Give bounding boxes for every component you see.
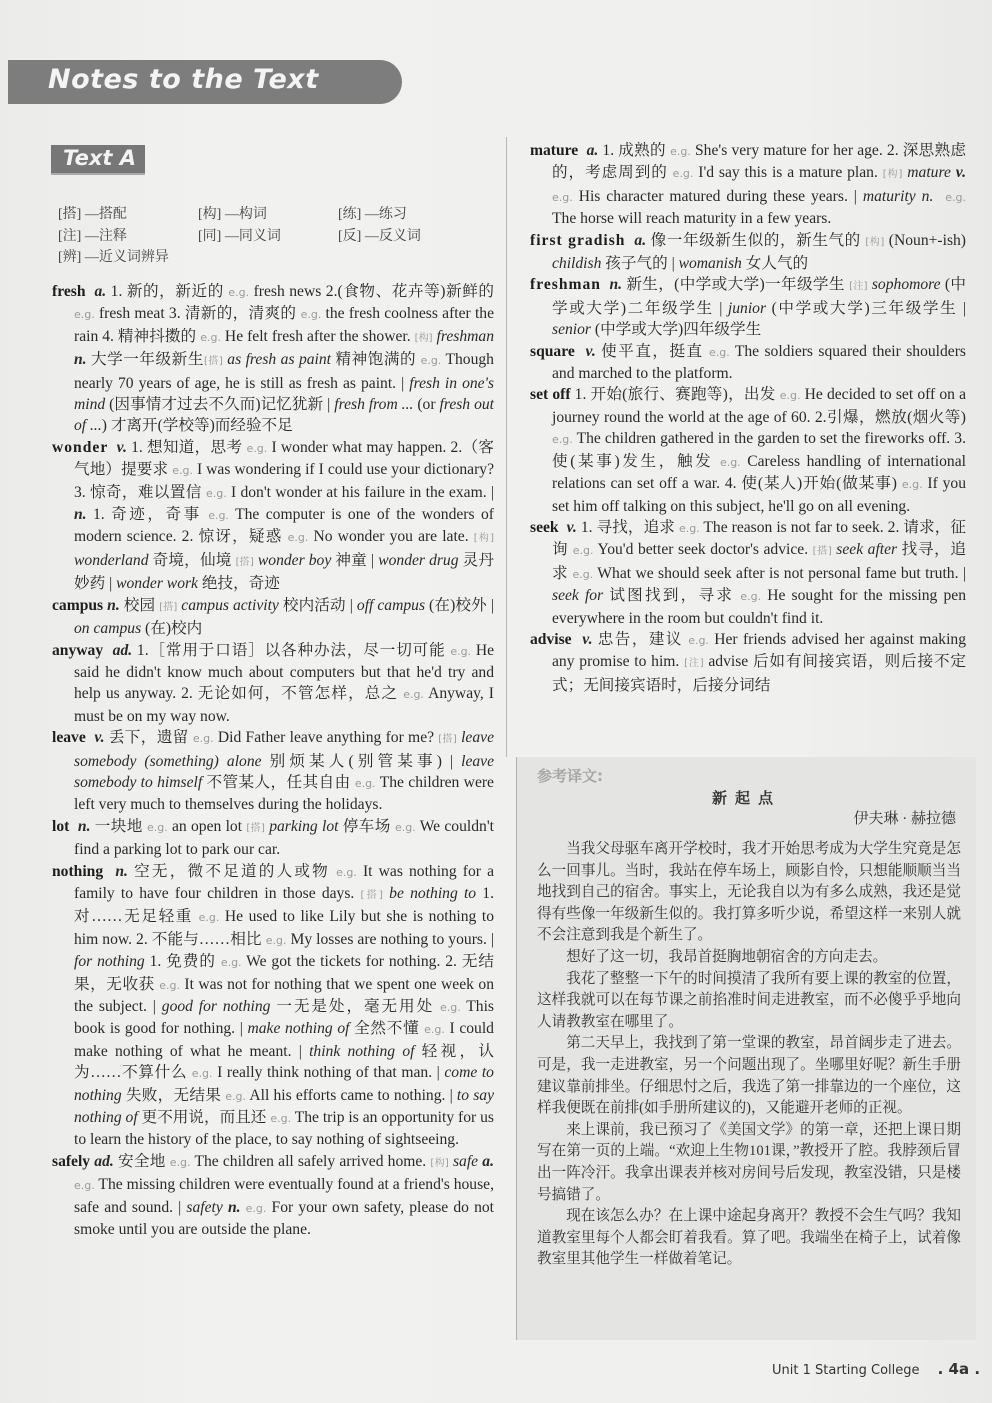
legend-item: [注] —注释 xyxy=(58,228,127,244)
part-of-speech: v. xyxy=(955,164,966,182)
collocation: off campus xyxy=(356,596,426,614)
definition: 校内活动 | xyxy=(278,596,357,614)
tag-collocation: [搭] xyxy=(235,556,254,568)
definition: 试图找到，寻求 xyxy=(603,587,741,605)
eg-label: e.g. xyxy=(159,978,180,992)
definition: 1. 奇迹，奇事 xyxy=(86,506,209,524)
example: No wonder you are late. xyxy=(308,528,474,546)
eg-label: e.g. xyxy=(552,190,573,204)
page-footer xyxy=(772,1360,980,1378)
example: fresh meat 3. 清新的，清爽的 xyxy=(94,305,301,323)
notes-column-left xyxy=(52,281,494,1240)
eg-label: e.g. xyxy=(354,776,376,790)
part-of-speech: n. xyxy=(107,596,120,614)
eg-label: e.g. xyxy=(245,1201,267,1215)
definition: 孩子气的 | xyxy=(601,255,679,273)
definition: 1. 新的，新近的 xyxy=(106,283,229,300)
collocation: leave somebody to himself xyxy=(74,752,495,791)
definition: 停车场 xyxy=(338,817,395,835)
example: We got the tickets for nothing. 2. 无结果，无收获 xyxy=(74,953,494,993)
definition: 一无是处，毫无用处 xyxy=(270,998,440,1015)
definition: 全然不懂 xyxy=(349,1020,425,1038)
example: The soldiers squared their shoulders and marched to the platform. xyxy=(552,342,966,383)
entry-fresh xyxy=(52,281,494,437)
tag-note: [注] xyxy=(849,281,868,293)
legend-item: [反] —反义词 xyxy=(338,228,421,244)
definition: 空无，微不足道的人或物 xyxy=(127,862,337,880)
section-title: Notes to the Text xyxy=(48,64,319,95)
entry-mature xyxy=(530,140,966,230)
reference-translation-box xyxy=(516,757,976,1340)
example: I could make nothing of what he meant. | xyxy=(74,1020,494,1060)
translation-paragraph: 我花了整整一下午的时间摸清了我所有要上课的教室的位置，这样我就可以在每节课之前掐准时间走进教室，而不必傻乎乎地向人请教教室在哪里了。 xyxy=(537,970,961,1030)
collocation: seek for xyxy=(552,587,604,605)
column-divider xyxy=(506,137,507,757)
example: the fresh coolness after the rain 4. 精神抖擞的 xyxy=(74,305,495,345)
example: The children gathered in the garden to set the fireworks off. 3. 使(某事)发生，触发 xyxy=(552,430,966,470)
example: He sought for the missing pen everywhere in the room but couldn't find it. xyxy=(552,587,966,627)
headword: mature xyxy=(530,142,579,159)
definition: 使平直，挺直 xyxy=(595,342,710,360)
example: I really think nothing of that man. | xyxy=(212,1064,445,1082)
definition: (中学或大学)三年级学生 | xyxy=(766,299,966,317)
subsection-badge xyxy=(51,145,145,175)
collocation: good for nothing xyxy=(161,998,271,1015)
eg-label: e.g. xyxy=(220,956,242,970)
headword: first gradish xyxy=(530,231,626,249)
translation-paragraph: 第二天早上，我找到了第一堂课的教室，昂首阔步走了进去。可是，我一走进教室，另一个问题出现了。坐哪里好呢？新生手册建议靠前排坐。仔细思忖之后，我选了第一排靠边的一个座位，这样我便既在前排(如手册所建议的)，又能避开老师的正视。 xyxy=(537,1035,961,1117)
entry-freshman xyxy=(530,274,966,340)
example: The computer is one of the wonders of modern science. 2. 惊讶，疑惑 xyxy=(74,506,494,546)
eg-label: e.g. xyxy=(300,308,322,322)
eg-label: e.g. xyxy=(424,1023,445,1037)
text: (or xyxy=(417,396,440,414)
definition: 1.［常用于口语］以各种办法，尽一切可能 xyxy=(132,641,451,659)
translation-heading: 参考译文: xyxy=(537,767,603,785)
collocation: seek after xyxy=(836,541,898,559)
eg-label: e.g. xyxy=(439,1001,461,1014)
part-of-speech: n. xyxy=(227,1198,241,1216)
part-of-speech: v. xyxy=(116,438,127,456)
part-of-speech: n. xyxy=(609,276,623,294)
eg-label: e.g. xyxy=(572,544,594,558)
legend-item: [练] —练习 xyxy=(338,207,407,222)
page-number: . 4a . xyxy=(937,1360,981,1378)
part-of-speech: n. xyxy=(921,187,934,205)
part-of-speech: n. xyxy=(115,862,128,880)
part-of-speech: a. xyxy=(586,142,599,159)
tag-collocation: [搭] xyxy=(812,546,832,558)
eg-label: e.g. xyxy=(270,1112,292,1126)
eg-label: e.g. xyxy=(200,330,221,344)
legend-row xyxy=(58,204,478,226)
entry-leave xyxy=(52,727,494,816)
eg-label: e.g. xyxy=(287,531,309,545)
part-of-speech: n. xyxy=(74,351,87,369)
abbreviation-legend xyxy=(58,204,478,269)
example: His character matured during these years. | xyxy=(572,187,863,205)
part-of-speech: ad. xyxy=(94,1152,114,1170)
definition: 1. 开始(旅行、赛跑等)，出发 xyxy=(570,386,780,404)
translation-paragraph: 想好了这一切，我昂首挺胸地朝宿舍的方向走去。 xyxy=(566,948,888,965)
example: He felt fresh after the shower. xyxy=(220,327,415,345)
definition: 不管某人，任其自由 xyxy=(202,773,355,791)
definition: 女人气的 xyxy=(741,255,809,273)
eg-label: e.g. xyxy=(678,521,700,535)
collocation: parking lot xyxy=(269,817,339,835)
example: He used to like Lily but she is nothing to him now. 2. 不能与……相比 xyxy=(74,908,494,948)
eg-label: e.g. xyxy=(945,190,966,204)
entry-wonder xyxy=(52,437,494,595)
eg-label: e.g. xyxy=(403,688,424,702)
legend-item: [辨] —近义词辨异 xyxy=(58,250,169,265)
eg-label: e.g. xyxy=(740,590,762,604)
eg-label: e.g. xyxy=(169,1155,191,1169)
tag-derivation: [构] xyxy=(882,169,903,181)
collocation: fresh in one's mind xyxy=(74,374,494,414)
example: Anyway, I must be on my way now. xyxy=(74,685,494,725)
example: It was not for nothing that we spent one week on the subject. | xyxy=(74,975,494,1015)
entry-lot xyxy=(52,816,494,861)
part-of-speech: a. xyxy=(94,283,107,300)
collocation: fresh out of ... xyxy=(74,396,494,435)
derived-word: freshman xyxy=(436,327,494,345)
collocation: leave somebody (something) alone xyxy=(74,729,494,770)
eg-label: e.g. xyxy=(450,644,472,658)
part-of-speech: v. xyxy=(585,342,596,360)
example: The children all safely arrived home. xyxy=(190,1152,431,1170)
unit-label: Unit 1 Starting College xyxy=(772,1363,920,1378)
collocation: fresh from ... xyxy=(334,396,418,414)
eg-label: e.g. xyxy=(192,732,214,746)
translation-paragraph: 来上课前，我已预习了《美国文学》的第一章，还把上课日期写在第一页的上端。“欢迎上生物101课，”教授开了腔。我脖颈后冒出一阵冷汗。我拿出课表并核对房间号后发现，教室没错，只是楼号搞错了。 xyxy=(537,1121,961,1203)
definition: 轻视，认为……不算什么 xyxy=(74,1042,494,1082)
eg-label: e.g. xyxy=(719,455,741,469)
collocation: wonder boy xyxy=(257,551,332,569)
headword: square xyxy=(530,342,575,360)
collocation: for nothing xyxy=(74,953,145,971)
translation-paragraph: 现在该怎么办？在上课中途起身离开？教授不会生气吗？我知道教室里每个人都会盯着我看。算了吧。我端坐在椅子上，试着像教室里其他学生一样做着笔记。 xyxy=(537,1208,961,1268)
derived-word: wonderland xyxy=(74,551,149,569)
collocation: be nothing to xyxy=(389,884,477,902)
eg-label: e.g. xyxy=(552,433,573,447)
definition: 大学一年级新生 xyxy=(86,351,204,369)
part-of-speech: v. xyxy=(566,518,577,536)
definition: 1. 免费的 xyxy=(144,953,221,971)
example: The missing children were eventually found at a friend's house, safe and sound. | xyxy=(74,1176,494,1216)
example: The reason is not far to seek. 2. 请求，征询 xyxy=(552,518,966,559)
example: I don't wonder at his failure in the exam. | xyxy=(226,483,494,501)
tag-collocation: [搭] xyxy=(159,601,178,613)
part-of-speech: a. xyxy=(634,231,647,249)
related-word: junior xyxy=(727,299,767,317)
entry-seek xyxy=(530,517,966,629)
collocation: make nothing of xyxy=(247,1020,350,1038)
part-of-speech: a. xyxy=(482,1152,494,1170)
example: She's very mature for her age. 2. 深思熟虑的，考虑周到的 xyxy=(552,142,966,182)
example: The children were left very much to themselves during the holidays. xyxy=(74,773,494,814)
definition: 新生，(中学或大学)一年级学生 xyxy=(622,276,850,294)
definition: (中学或大学)二年级学生 | xyxy=(552,276,966,317)
eg-label: e.g. xyxy=(205,486,227,500)
definition: 奇境，仙境 xyxy=(148,551,236,569)
headword: advise xyxy=(530,630,572,648)
eg-label: e.g. xyxy=(672,167,694,181)
collocation: think nothing of xyxy=(309,1042,415,1060)
example: What we should seek after is not personal fame but truth. | xyxy=(593,564,966,582)
legend-item: [同] —同义词 xyxy=(198,228,281,244)
definition: (在)校外 | xyxy=(425,596,494,614)
definition: (中学或大学)四年级学生 xyxy=(590,321,762,339)
collocation: wonder work xyxy=(116,575,198,593)
eg-label: e.g. xyxy=(246,441,268,455)
example: an open lot xyxy=(167,817,247,835)
subsection-title: Text A xyxy=(63,146,137,170)
eg-label: e.g. xyxy=(394,820,416,834)
example: I was wondering if I could use your dictionary? 3. 惊奇，难以置信 xyxy=(74,461,494,501)
definition: 找寻，追求 xyxy=(552,541,966,582)
definition: (因事情才过去不久而)记忆犹新 | xyxy=(105,396,335,414)
eg-label: e.g. xyxy=(191,1067,213,1081)
legend-item: [搭] —搭配 xyxy=(58,207,127,222)
example: If you set him off talking on this subject, he'll go on all evening. xyxy=(552,475,966,515)
note: (Noun+-ish) xyxy=(884,231,966,249)
translation-paragraph: 当我父母驱车离开学校时，我才开始思考成为大学生究竟是怎么一回事儿。当时，我站在停车场上，顾影自怜，只想能顺顺当当地找到自己的宿舍。事实上，无论我自以为有多么成熟，我还是觉得有些像一年级新生似的。我打算多听少说，希望这样一来别人就不会注意到我是个新生了。 xyxy=(537,841,961,944)
definition: 1. 想知道，思考 xyxy=(126,438,247,456)
collocation: wonder drug xyxy=(378,551,459,569)
example: The horse will reach maturity in a few years. xyxy=(552,210,832,228)
example: Her friends advised her against making any promise to him. xyxy=(552,630,966,671)
entry-advise xyxy=(530,629,966,696)
tag-derivation: [构] xyxy=(430,1157,449,1169)
definition: 安全地 xyxy=(113,1152,170,1170)
example: All his efforts came to nothing. | xyxy=(246,1086,457,1104)
example: It was nothing for a family to have four children in those days. xyxy=(74,862,494,902)
tag-derivation: [构] xyxy=(473,533,494,545)
tag-derivation: [构] xyxy=(865,236,885,248)
part-of-speech: ad. xyxy=(112,641,133,659)
headword: set off xyxy=(530,386,571,404)
eg-label: e.g. xyxy=(198,911,220,925)
entry-anyway xyxy=(52,640,494,728)
headword: anyway xyxy=(52,641,104,659)
legend-item: [构] —构词 xyxy=(198,207,267,222)
note: advise 后如有间接宾语，则后接不定式；无间接宾语时，后接分词结 xyxy=(552,653,966,694)
tag-collocation: [搭] xyxy=(203,356,223,368)
tag-collocation: [搭] xyxy=(438,734,457,746)
eg-label: e.g. xyxy=(74,1179,95,1193)
derived-word: safety xyxy=(186,1198,223,1216)
eg-label: e.g. xyxy=(688,633,709,647)
entry-square xyxy=(530,341,966,385)
headword: fresh xyxy=(52,283,86,300)
derived-word: maturity xyxy=(862,187,916,205)
headword: seek xyxy=(530,518,559,536)
collocation: as fresh as paint xyxy=(227,351,332,369)
definition: 别烦某人(别管某事) | xyxy=(261,752,462,770)
definition: 1. 对……无足轻重 xyxy=(74,884,494,926)
entry-set-off xyxy=(530,384,966,516)
definition: 像一年级新生似的，新生气的 xyxy=(646,231,866,249)
definition: 一块地 xyxy=(90,817,147,835)
headword: freshman xyxy=(530,276,601,294)
related-word: sophomore xyxy=(871,276,941,294)
tag-derivation: [构] xyxy=(414,332,433,344)
section-title-bar xyxy=(8,60,402,104)
example: The trip is an opportunity for us to learn the history of the place, to say nothing of sightseeing. xyxy=(74,1109,494,1149)
part-of-speech: v. xyxy=(582,630,593,648)
translation-author: 伊夫琳 · 赫拉德 xyxy=(853,811,956,827)
example: For your own safety, please do not smoke until you are outside the plane. xyxy=(74,1198,495,1239)
eg-label: e.g. xyxy=(572,567,594,581)
definition: 神童 | xyxy=(331,551,379,569)
definition: 丢下，遗留 xyxy=(104,729,193,747)
example: Did Father leave anything for me? xyxy=(213,729,439,747)
entry-first-gradish xyxy=(530,230,966,275)
headword: leave xyxy=(52,729,86,747)
collocation: come to nothing xyxy=(74,1064,494,1104)
translation-title: 新起点 xyxy=(711,791,781,807)
headword: campus xyxy=(52,596,104,614)
definition: 绝技，奇迹 xyxy=(197,575,280,593)
example: Careless handling of international relations can set off a war. 4. 使(某人)开始(做某事) xyxy=(552,452,966,493)
example: He decided to set off on a journey round the world at the age of 60. 2.引爆，燃放(烟火等) xyxy=(552,386,967,426)
headword: wonder xyxy=(52,438,109,456)
eg-label: e.g. xyxy=(172,464,193,478)
derived-word: safe xyxy=(452,1152,479,1170)
headword: lot xyxy=(52,817,70,835)
definition: 忠告，建议 xyxy=(592,630,689,648)
legend-row xyxy=(58,226,478,248)
definition: ) 才离开(学校等)而经验不足 xyxy=(101,417,293,435)
example: You'd better seek doctor's advice. xyxy=(593,541,813,559)
derived-word: childish xyxy=(552,255,602,273)
derived-word: mature xyxy=(907,164,951,182)
eg-label: e.g. xyxy=(265,933,287,947)
eg-label: e.g. xyxy=(146,820,168,834)
tag-note: [注] xyxy=(684,658,704,670)
related-word: senior xyxy=(552,321,591,339)
definition: 更不用说，而且还 xyxy=(137,1109,271,1127)
eg-label: e.g. xyxy=(225,1089,247,1103)
definition: 校园 xyxy=(119,596,160,614)
definition: 灵丹妙药 | xyxy=(74,551,494,593)
headword: nothing xyxy=(52,862,104,880)
example: Though nearly 70 years of age, he is still as fresh as paint. | xyxy=(74,351,494,392)
eg-label: e.g. xyxy=(228,286,250,299)
tag-collocation: [搭] xyxy=(246,822,265,834)
example: We couldn't find a parking lot to park our car. xyxy=(74,817,494,859)
eg-label: e.g. xyxy=(779,389,801,403)
tag-collocation: [搭] xyxy=(360,889,383,901)
entry-nothing xyxy=(52,861,494,1151)
example: My losses are nothing to yours. | xyxy=(286,930,494,948)
definition: 失败，无结果 xyxy=(121,1086,226,1104)
eg-label: e.g. xyxy=(208,509,229,523)
eg-label: e.g. xyxy=(709,345,730,359)
part-of-speech: n. xyxy=(77,817,91,835)
eg-label: e.g. xyxy=(901,478,923,492)
definition: 1. 成熟的 xyxy=(598,142,671,159)
derived-word: womanish xyxy=(678,255,742,273)
eg-label: e.g. xyxy=(670,145,691,158)
eg-label: e.g. xyxy=(336,865,357,879)
collocation: campus activity xyxy=(181,596,279,614)
collocation: to say nothing of xyxy=(74,1086,494,1127)
definition: 1. 寻找，追求 xyxy=(576,518,679,536)
example: fresh news 2.(食物、花卉等)新鲜的 xyxy=(249,283,494,300)
example: I'd say this is a mature plan. xyxy=(693,164,883,182)
headword: safely xyxy=(52,1152,91,1170)
example: He said he didn't know much about computers but that he'd try and help us anyway. 2. 无论如何，不管怎样，总之 xyxy=(74,641,494,703)
translation-body xyxy=(537,839,961,1271)
part-of-speech: n. xyxy=(74,506,87,524)
entry-safely xyxy=(52,1151,494,1241)
collocation: on campus xyxy=(74,620,142,638)
eg-label: e.g. xyxy=(420,354,442,368)
definition: (在)校内 xyxy=(141,620,203,638)
example: This book is good for nothing. | xyxy=(74,998,494,1038)
notes-column-right xyxy=(530,140,966,696)
entry-campus xyxy=(52,595,494,640)
example: I wonder what may happen. 2.（客气地）提要求 xyxy=(74,438,494,479)
legend-row xyxy=(58,247,478,269)
part-of-speech: v. xyxy=(94,729,105,747)
eg-label: e.g. xyxy=(74,308,95,322)
definition: 精神饱满的 xyxy=(331,351,421,369)
